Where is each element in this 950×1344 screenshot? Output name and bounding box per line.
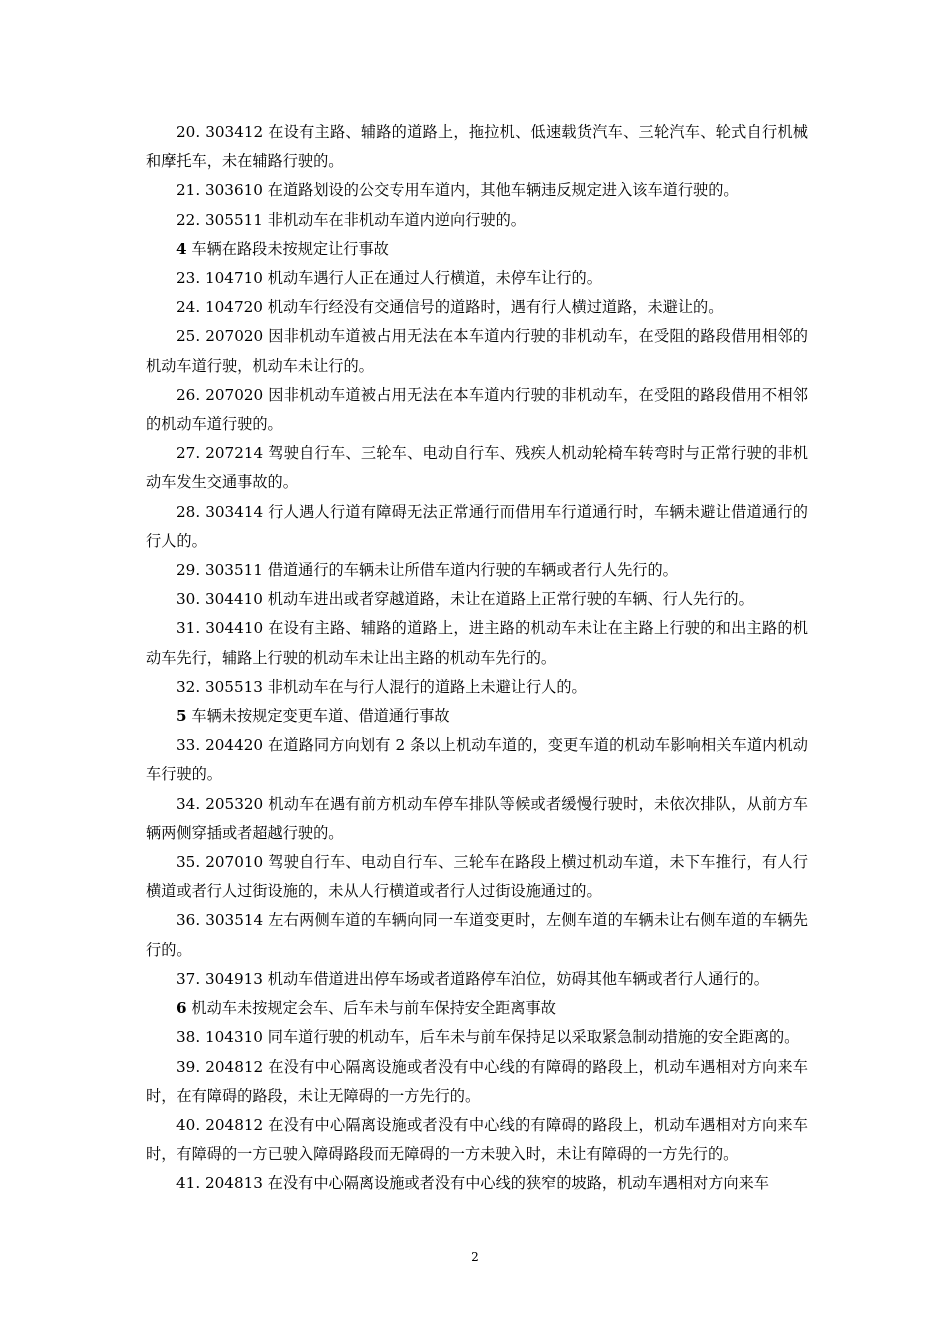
- list-item: 22. 305511 非机动车在非机动车道内逆向行驶的。: [176, 210, 526, 229]
- section-number: 4: [176, 239, 187, 258]
- list-item: 40. 204812 在没有中心隔离设施或者没有中心线的有障碍的路段上，机动车遇相对方向来车时，有障碍的一方已驶入障碍路段而无障碍的一方未驶入时，未让有障碍的一方先行的。: [146, 1115, 808, 1164]
- list-item: 30. 304410 机动车进出或者穿越道路，未让在道路上正常行驶的车辆、行人先行的。: [176, 590, 754, 609]
- list-item: 34. 205320 机动车在遇有前方机动车停车排队等候或者缓慢行驶时，未依次排队，从前方车辆两侧穿插或者超越行驶的。: [146, 794, 808, 842]
- section-heading: [146, 994, 808, 1023]
- section-number: 5: [176, 707, 187, 726]
- list-item: 35. 207010 驾驶自行车、电动自行车、三轮车在路段上横过机动车道，未下车推行，有人行横道或者行人过街设施的，未从人行横道或者行人过街设施通过的。: [146, 853, 808, 901]
- list-item: 32. 305513 非机动车在与行人混行的道路上未避让行人的。: [176, 677, 587, 696]
- list-item: 25. 207020 因非机动车道被占用无法在本车道内行驶的非机动车，在受阻的路段借用相邻的机动车道行驶，机动车未让行的。: [146, 327, 808, 375]
- list-item: 21. 303610 在道路划设的公交专用车道内，其他车辆违反规定进入该车道行驶的。: [176, 181, 739, 200]
- section-title: 机动车未按规定会车、后车未与前车保持安全距离事故: [191, 999, 556, 1018]
- document-body: [146, 118, 808, 1199]
- page-number: 2: [471, 1250, 479, 1264]
- section-heading: [146, 702, 808, 731]
- list-item: 38. 104310 同车道行驶的机动车，后车未与前车保持足以采取紧急制动措施的安全距离的。: [176, 1028, 800, 1047]
- list-item: 31. 304410 在设有主路、辅路的道路上，进主路的机动车未让在主路上行驶的和出主路的机动车先行，辅路上行驶的机动车未让出主路的机动车先行的。: [146, 619, 808, 667]
- list-item: 20. 303412 在设有主路、辅路的道路上，拖拉机、低速载货汽车、三轮汽车、轮式自行机械和摩托车，未在辅路行驶的。: [146, 123, 808, 171]
- section-heading: [146, 235, 808, 264]
- list-item: 33. 204420 在道路同方向划有 2 条以上机动车道的，变更车道的机动车影响相关车道内机动车行驶的。: [146, 736, 808, 784]
- list-item: 36. 303514 左右两侧车道的车辆向同一车道变更时，左侧车道的车辆未让右侧车道的车辆先行的。: [146, 911, 808, 959]
- list-item: 29. 303511 借道通行的车辆未让所借车道内行驶的车辆或者行人先行的。: [176, 561, 678, 580]
- list-item: 28. 303414 行人遇人行道有障碍无法正常通行而借用车行道通行时，车辆未避让借道通行的行人的。: [146, 502, 808, 550]
- list-item: 23. 104710 机动车遇行人正在通过人行横道，未停车让行的。: [176, 269, 602, 288]
- list-item: 41. 204813 在没有中心隔离设施或者没有中心线的狭窄的坡路，机动车遇相对方向来车: [176, 1174, 769, 1193]
- list-item: 37. 304913 机动车借道进出停车场或者道路停车泊位，妨碍其他车辆或者行人通行的。: [176, 969, 769, 988]
- section-title: 车辆未按规定变更车道、借道通行事故: [191, 707, 450, 726]
- list-item: 26. 207020 因非机动车道被占用无法在本车道内行驶的非机动车，在受阻的路段借用不相邻的机动车道行驶的。: [146, 385, 808, 434]
- list-item: 27. 207214 驾驶自行车、三轮车、电动自行车、残疾人机动轮椅车转弯时与正常行驶的非机动车发生交通事故的。: [146, 444, 808, 492]
- list-item: 24. 104720 机动车行经没有交通信号的道路时，遇有行人横过道路，未避让的。: [176, 298, 724, 317]
- list-item: 39. 204812 在没有中心隔离设施或者没有中心线的有障碍的路段上，机动车遇相对方向来车时，在有障碍的路段，未让无障碍的一方先行的。: [146, 1057, 808, 1105]
- section-number: 6: [176, 999, 187, 1018]
- section-title: 车辆在路段未按规定让行事故: [191, 239, 389, 258]
